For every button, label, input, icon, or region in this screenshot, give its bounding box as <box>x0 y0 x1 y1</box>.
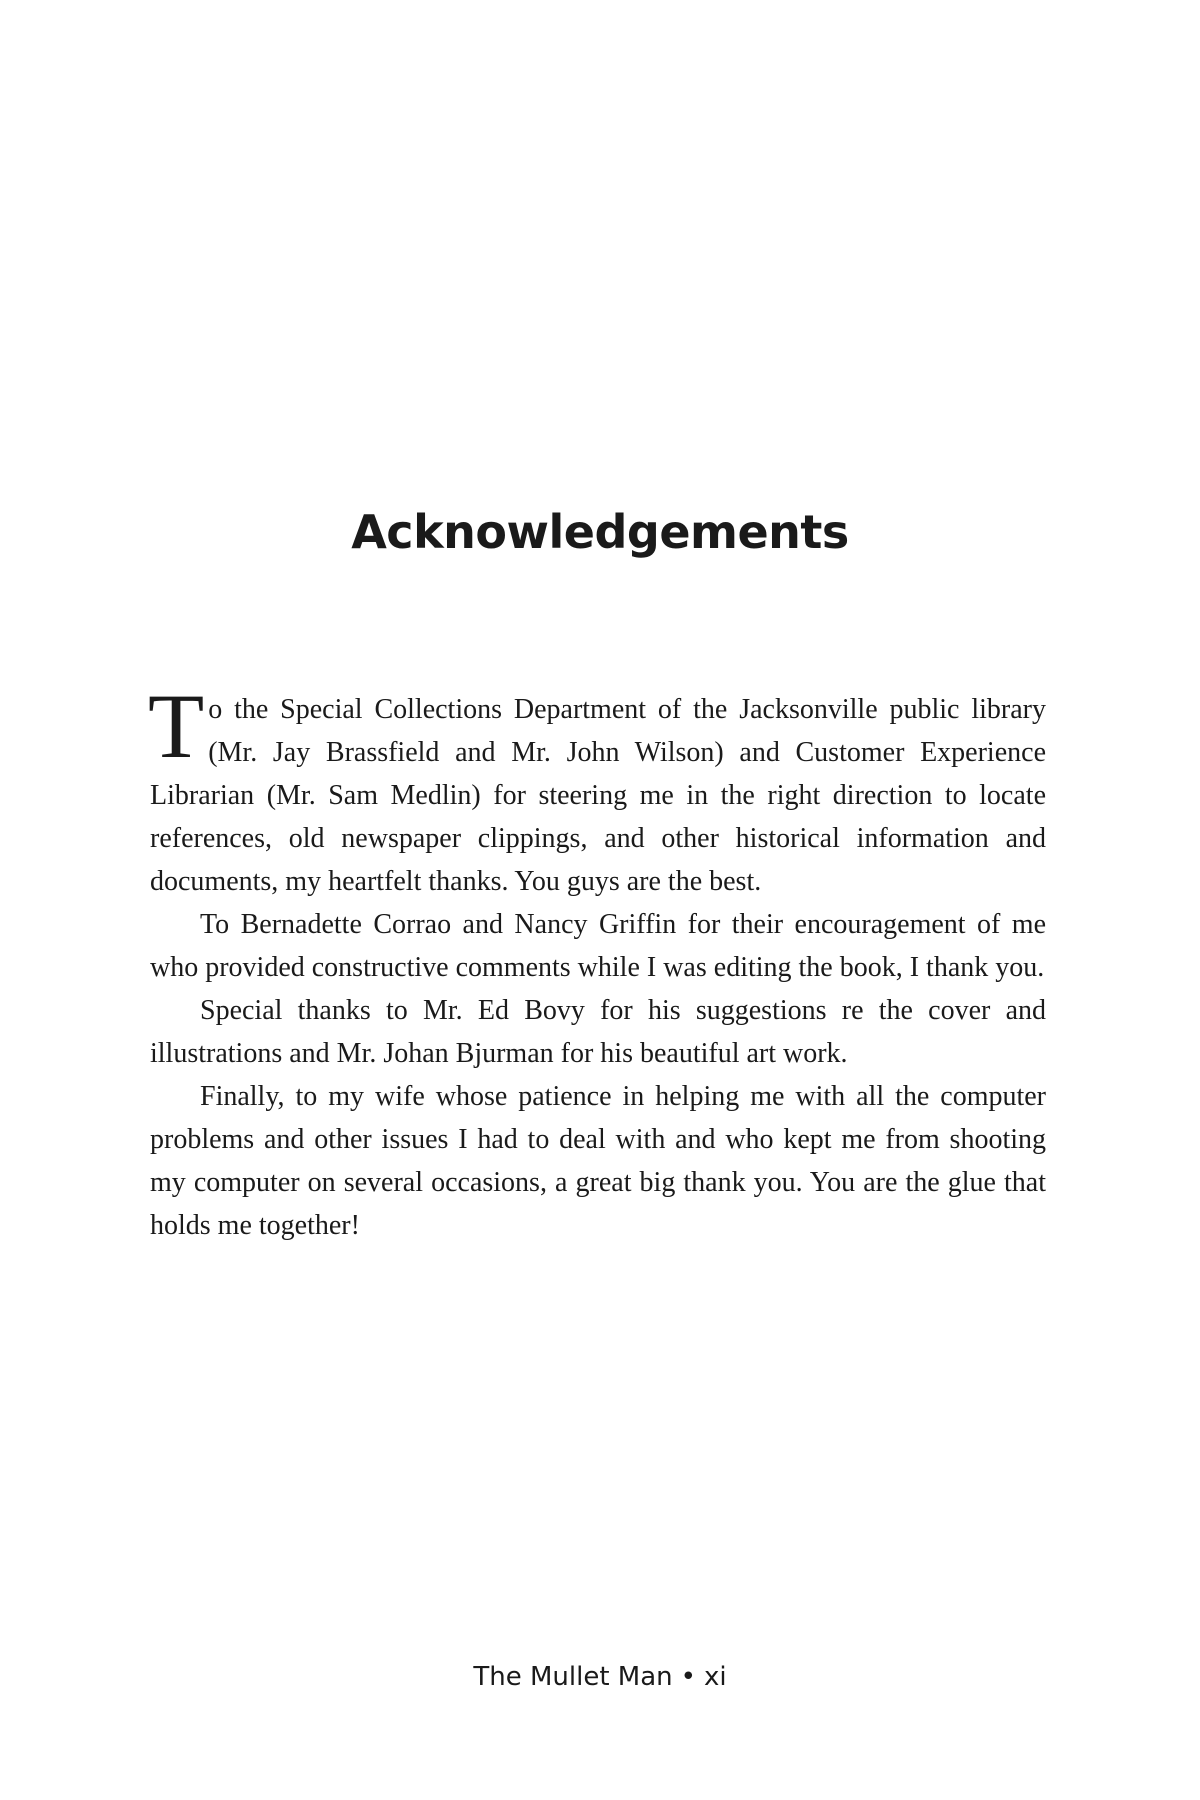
paragraph-1-text: o the Special Collections Department of the Jacksonville public library (Mr. Jay Brassfield and Mr. John Wilson) and Customer Experience Librarian (Mr. Sam Medlin) for steering me in the right direction to locate references, old newspaper clippings, and other historical information and documents, my heartfelt thanks. You guys are the best. <box>150 694 1046 897</box>
page-footer <box>0 1662 1200 1692</box>
footer-book-title: The Mullet Man <box>473 1662 673 1692</box>
paragraph-1 <box>148 675 1046 903</box>
page-title: Acknowledgements <box>351 505 849 559</box>
drop-cap: T <box>148 675 205 777</box>
footer-separator: • <box>680 1662 696 1692</box>
page-number: xi <box>704 1662 727 1692</box>
paragraph-2: To Bernadette Corrao and Nancy Griffin for their encouragement of me who provided constructive comments while I was editing the book, I thank you. <box>150 909 1046 983</box>
paragraph-3: Special thanks to Mr. Ed Bovy for his suggestions re the cover and illustrations and Mr. Johan Bjurman for his beautiful art work. <box>150 995 1046 1069</box>
acknowledgements-body <box>148 675 1046 1247</box>
paragraph-4: Finally, to my wife whose patience in helping me with all the computer problems and other issues I had to deal with and who kept me from shooting my computer on several occasions, a great big thank you. You are the glue that holds me together! <box>150 1081 1046 1241</box>
